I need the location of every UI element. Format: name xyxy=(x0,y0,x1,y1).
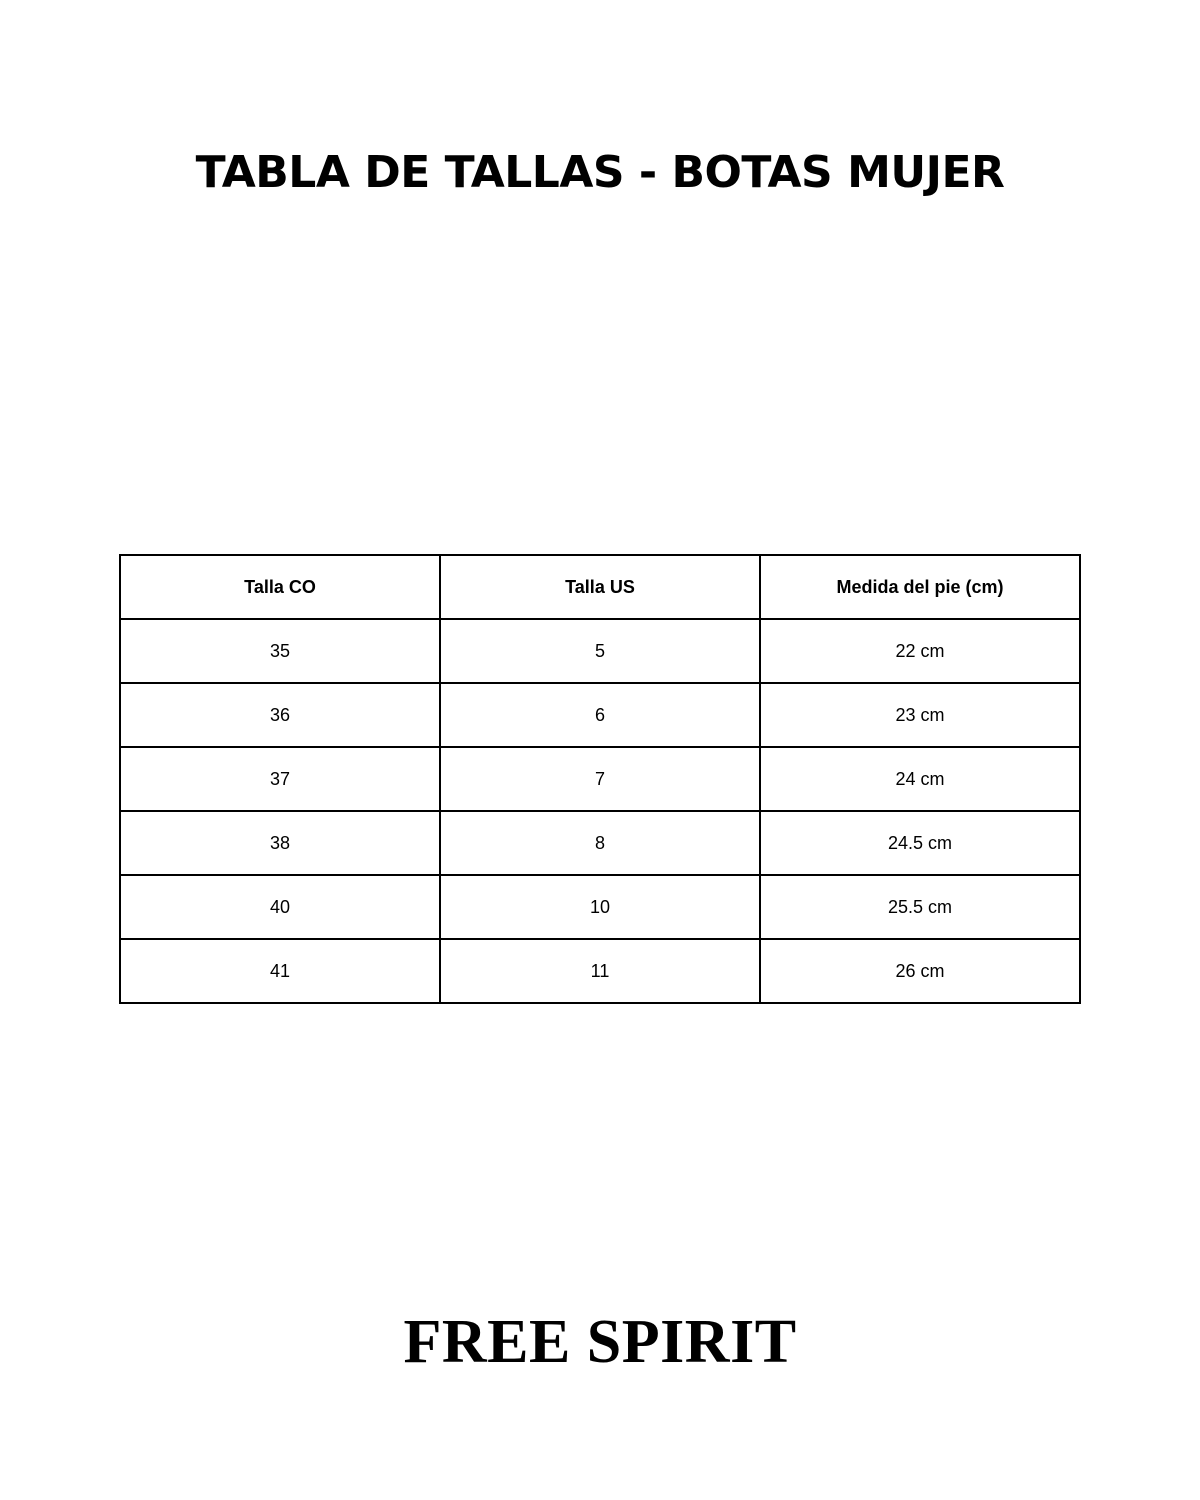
cell-talla-us: 11 xyxy=(440,939,760,1003)
cell-talla-co: 40 xyxy=(120,875,440,939)
table-row xyxy=(120,747,1080,811)
table-row xyxy=(120,811,1080,875)
header-talla-co: Talla CO xyxy=(120,555,440,619)
cell-talla-us: 8 xyxy=(440,811,760,875)
table-row xyxy=(120,875,1080,939)
cell-talla-co: 37 xyxy=(120,747,440,811)
header-medida-pie: Medida del pie (cm) xyxy=(760,555,1080,619)
cell-talla-us: 5 xyxy=(440,619,760,683)
table-row xyxy=(120,939,1080,1003)
cell-talla-us: 10 xyxy=(440,875,760,939)
cell-medida-pie: 22 cm xyxy=(760,619,1080,683)
table-header-row xyxy=(120,555,1080,619)
cell-medida-pie: 23 cm xyxy=(760,683,1080,747)
cell-talla-us: 7 xyxy=(440,747,760,811)
cell-talla-co: 35 xyxy=(120,619,440,683)
cell-talla-us: 6 xyxy=(440,683,760,747)
table-row xyxy=(120,683,1080,747)
cell-talla-co: 36 xyxy=(120,683,440,747)
cell-medida-pie: 25.5 cm xyxy=(760,875,1080,939)
page-title: TABLA DE TALLAS - BOTAS MUJER xyxy=(195,147,1005,198)
cell-talla-co: 41 xyxy=(120,939,440,1003)
cell-medida-pie: 24 cm xyxy=(760,747,1080,811)
size-chart-table xyxy=(119,554,1081,1004)
brand-logo-text: FREE SPIRIT xyxy=(403,1308,797,1376)
cell-medida-pie: 26 cm xyxy=(760,939,1080,1003)
cell-talla-co: 38 xyxy=(120,811,440,875)
cell-medida-pie: 24.5 cm xyxy=(760,811,1080,875)
table-row xyxy=(120,619,1080,683)
header-talla-us: Talla US xyxy=(440,555,760,619)
